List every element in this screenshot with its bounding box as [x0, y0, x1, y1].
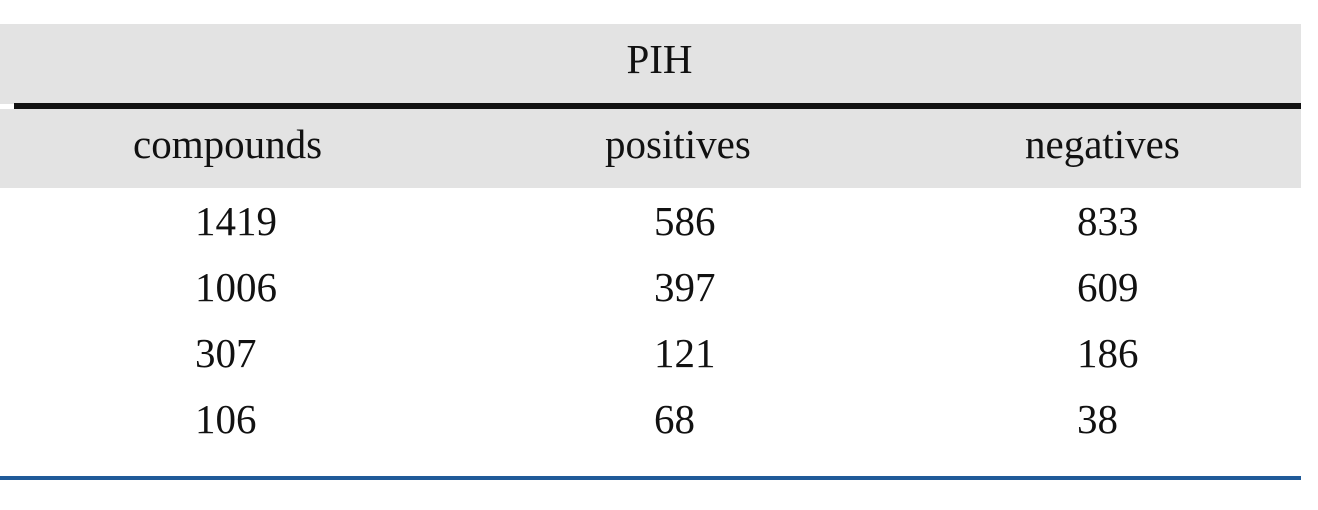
table-cell-negatives: 38	[1077, 396, 1118, 442]
table-cell-negatives: 186	[1077, 330, 1139, 376]
column-header-negatives: negatives	[1025, 121, 1180, 167]
table-cell-positives: 68	[654, 396, 695, 442]
table-bottom-rule	[0, 476, 1301, 480]
column-header-compounds: compounds	[133, 121, 323, 167]
table-cell-compounds: 1006	[195, 264, 277, 310]
table-cell-positives: 121	[654, 330, 716, 376]
table-cell-positives: 397	[654, 264, 716, 310]
table-row	[0, 386, 1301, 452]
table-row	[0, 320, 1301, 386]
group-header	[0, 24, 1301, 104]
table-cell-compounds: 106	[195, 396, 257, 442]
table-row	[0, 254, 1301, 320]
table-cell-negatives: 609	[1077, 264, 1139, 310]
table-cell-compounds: 307	[195, 330, 257, 376]
table-cell-positives: 586	[654, 198, 716, 244]
column-header-row	[0, 109, 1301, 188]
table-cell-compounds: 1419	[195, 198, 277, 244]
column-header-positives: positives	[605, 121, 751, 167]
table-cell-negatives: 833	[1077, 198, 1139, 244]
table-row	[0, 188, 1301, 254]
group-header-label: PIH	[626, 35, 693, 82]
